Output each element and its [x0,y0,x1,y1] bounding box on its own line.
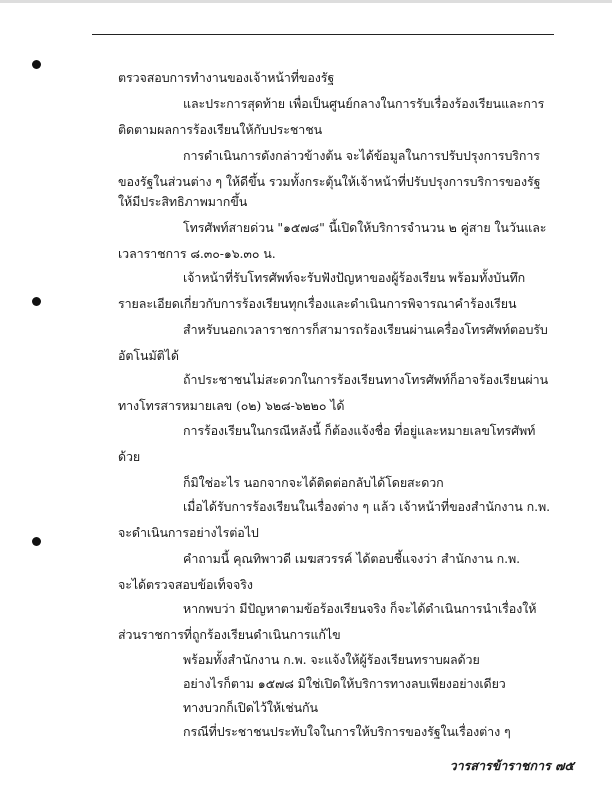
text-line: เจ้าหน้าที่รับโทรศัพท์จะรับฟังปัญหาของผู้ร้องเรียน พร้อมทั้งบันทึก [183,270,526,285]
text-line: การดำเนินการดังกล่าวข้างต้น จะได้ข้อมูลในการปรับปรุงการบริการ [183,148,540,163]
text-line: การร้องเรียนในกรณีหลังนี้ ก็ต้องแจ้งชื่อ ที่อยู่และหมายเลขโทรศัพท์ [183,423,536,438]
text-line: ส่วนราชการที่ถูกร้องเรียนดำเนินการแก้ไข [118,627,341,642]
punch-hole-lower [32,537,41,546]
text-line: ด้วย [118,449,141,464]
text-line: อย่างไรก็ตาม ๑๕๗๘ มิใช่เปิดให้บริการทางลบเพียงอย่างเดียว [183,676,506,691]
text-line: อัตโนมัติได้ [118,348,179,363]
text-line: คำถามนี้ คุณทิพาวดี เมฆสวรรค์ ได้ตอบชี้แจงว่า สำนักงาน ก.พ. [183,551,520,566]
text-line: หากพบว่า มีปัญหาตามข้อร้องเรียนจริง ก็จะได้ดำเนินการนำเรื่องให้ [183,601,537,616]
text-line: ตรวจสอบการทำงานของเจ้าหน้าที่ของรัฐ [118,70,335,85]
text-line: กรณีที่ประชาชนประทับใจในการให้บริการของรัฐในเรื่องต่าง ๆ [183,724,511,739]
text-line: โทรศัพท์สายด่วน "๑๕๗๘" นี้เปิดให้บริการจำนวน ๒ คู่สาย ในวันและ [183,220,547,235]
text-line: จะได้ตรวจสอบข้อเท็จจริง [118,577,253,592]
text-line: ให้มีประสิทธิภาพมากขึ้น [118,194,248,209]
header-rule [92,34,554,35]
text-line: พร้อมทั้งสำนักงาน ก.พ. จะแจ้งให้ผู้ร้องเรียนทราบผลด้วย [183,652,480,667]
text-line: และประการสุดท้าย เพื่อเป็นศูนย์กลางในการรับเรื่องร้องเรียนและการ [183,96,545,111]
text-line: ของรัฐในส่วนต่าง ๆ ให้ดีขึ้น รวมทั้งกระตุ้นให้เจ้าหน้าที่ปรับปรุงการบริการของรัฐ [118,174,541,189]
text-line: ติดตามผลการร้องเรียนให้กับประชาชน [118,122,323,137]
text-line: ทางโทรสารหมายเลข (๐๒) ๖๒๘-๖๒๒๐ ได้ [118,398,345,413]
punch-hole-top [32,60,41,69]
page-footer: วารสารข้าราชการ ๗๕ [449,758,574,773]
text-line: เวลาราชการ ๘.๓๐-๑๖.๓๐ น. [118,246,276,261]
text-line: ถ้าประชาชนไม่สะดวกในการร้องเรียนทางโทรศัพท์ก็อาจร้องเรียนผ่าน [183,372,549,387]
text-line: ทางบวกก็เปิดไว้ให้เช่นกัน [183,700,318,715]
text-line: ก็มิใช่อะไร นอกจากจะได้ติดต่อกลับได้โดยสะดวก [183,475,444,490]
scan-edge [0,0,612,3]
text-line: สำหรับนอกเวลาราชการก็สามารถร้องเรียนผ่านเครื่องโทรศัพท์ตอบรับ [183,322,548,337]
text-line: จะดำเนินการอย่างไรต่อไป [118,525,259,540]
text-line: รายละเอียดเกี่ยวกับการร้องเรียนทุกเรื่องและดำเนินการพิจารณาคำร้องเรียน [118,296,517,311]
punch-hole-middle [32,297,41,306]
text-line: เมื่อได้รับการร้องเรียนในเรื่องต่าง ๆ แล้ว เจ้าหน้าที่ของสำนักงาน ก.พ. [183,499,550,514]
